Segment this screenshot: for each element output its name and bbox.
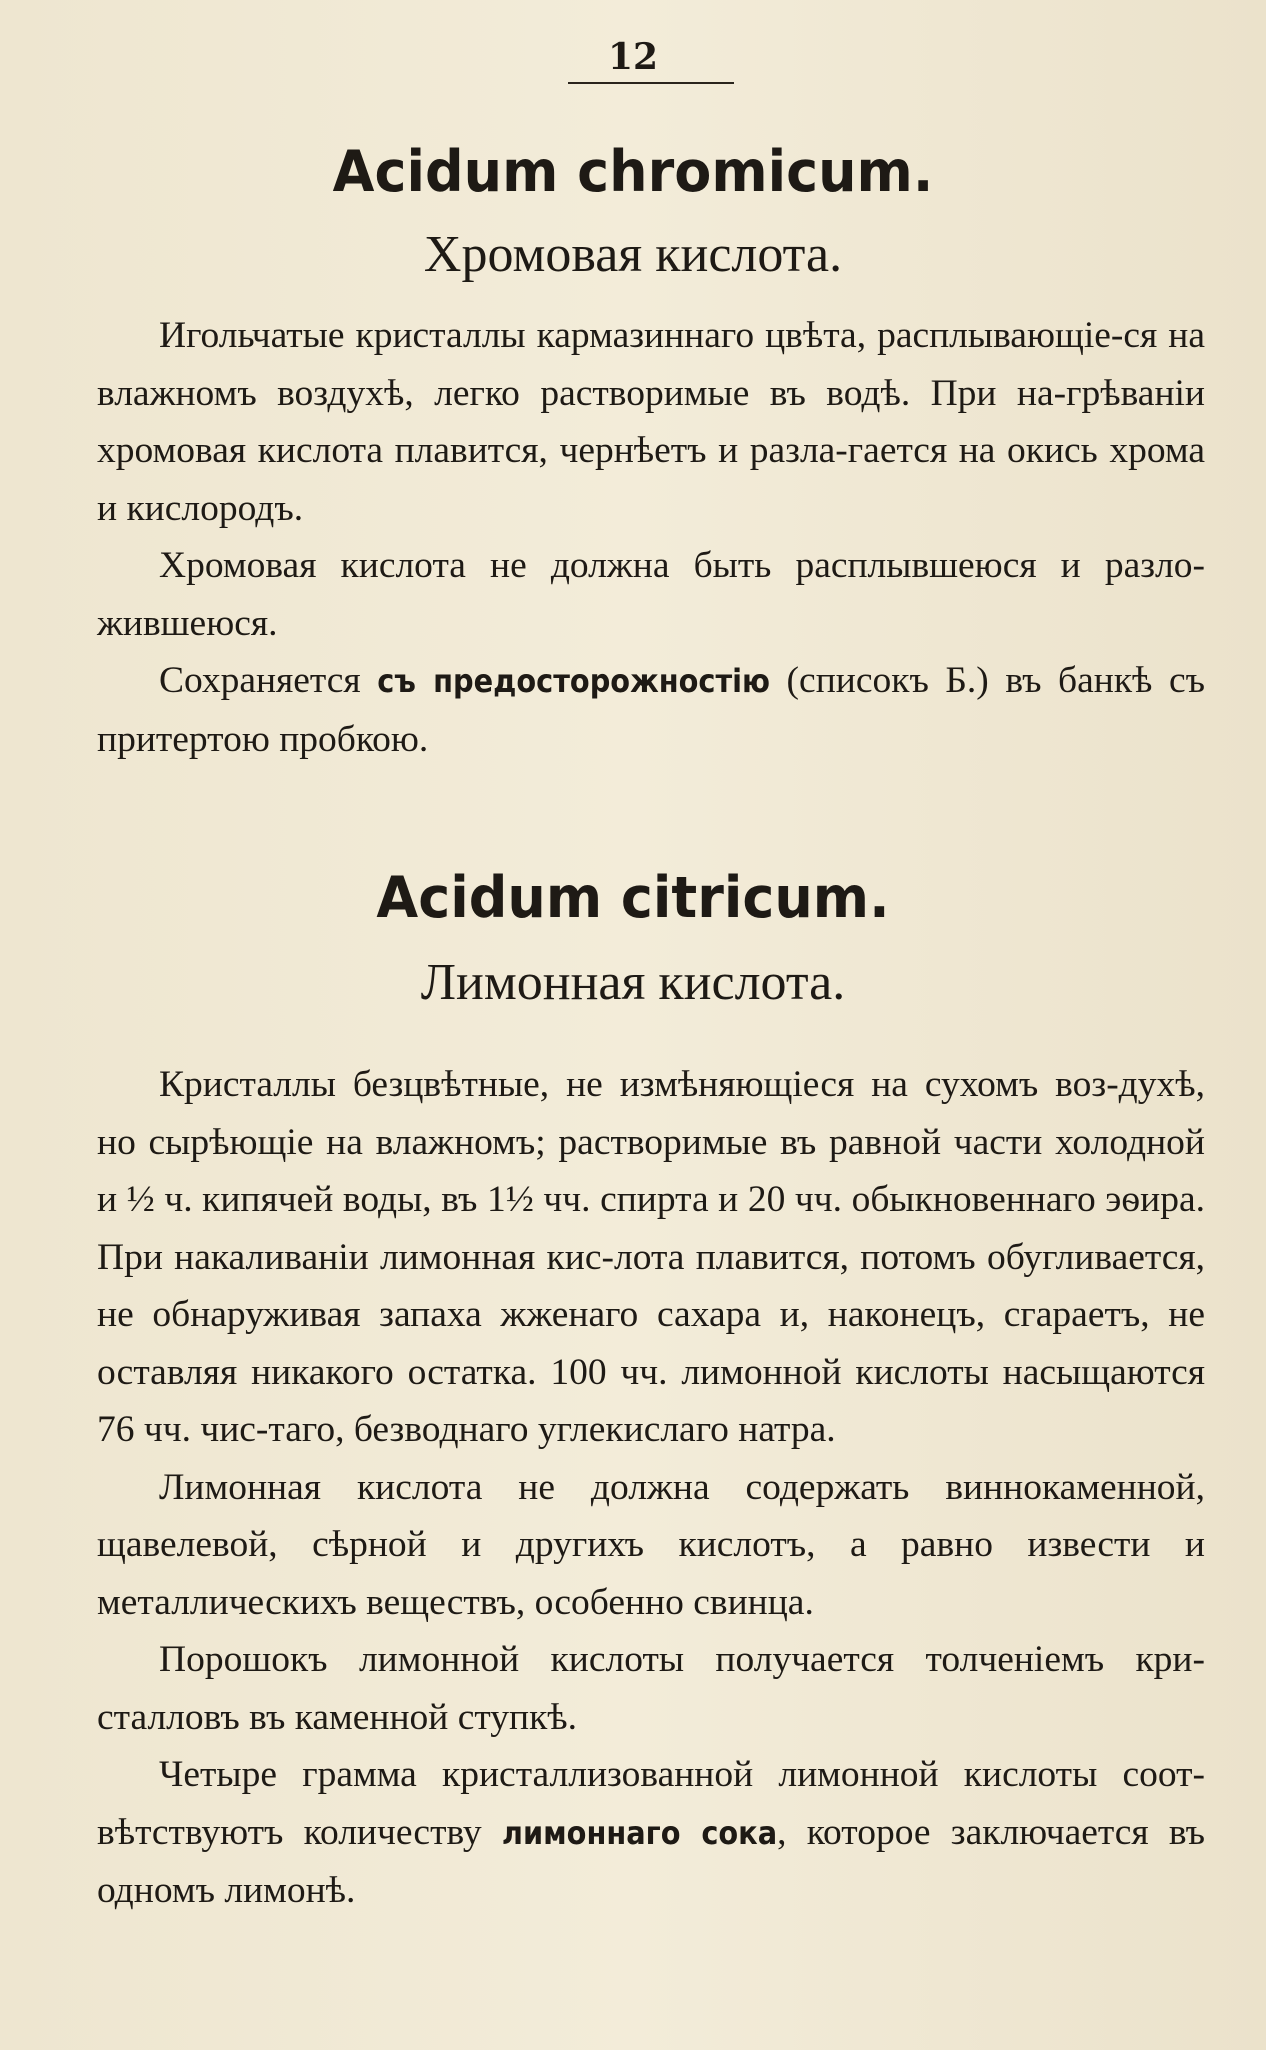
section-russian-title: Лимонная кислота. [420,954,846,1011]
storage-text: (списокъ Б.) въ банкѣ съ притертою пробкою. [97,660,1205,760]
final-text: Четыре грамма кристаллизованной лимонной кислоты соот-вѣтствуютъ количеству [97,1754,1205,1853]
paragraph: Порошокъ лимонной кислоты получается толченіемъ кри-сталловъ въ каменной ступкѣ. [97,1639,1205,1738]
storage-paragraph [97,652,1205,768]
section-latin-title: Acidum citricum. [376,864,890,931]
final-emphasis: лимоннаго сока [501,1813,778,1852]
paragraph: Кристаллы безцвѣтные, не измѣняющіеся на сухомъ воз-духѣ, но сырѣющіе на влажномъ; растворимые въ равной части холодной и ½ ч. кипячей воды, въ 1½ чч. спирта и 20 чч. обыкновеннаго эѳира. При накаливаніи лимонная кис-лота плавится, потомъ обугливается, не обнаруживая запаха жженаго сахара и, наконецъ, сгараетъ, не оставляя никакого остатка. 100 чч. лимонной кислоты насыщаются 76 чч. чис-таго, безводнаго углекислаго натра. [97,1064,1205,1450]
section-latin-title: Acidum chromicum. [332,138,934,205]
section-body [97,307,1205,768]
paragraph: Лимонная кислота не должна содержать виннокаменной, щавелевой, сѣрной и другихъ кислотъ, а равно извести и металлическихъ веществъ, особенно свинца. [97,1466,1205,1623]
paragraph: Хромовая кислота не должна быть расплывшеюся и разло-жившеюся. [97,545,1205,644]
storage-emphasis: съ предосторожностію [377,662,771,700]
storage-text: Сохраняется [159,660,378,701]
section-body [97,1056,1205,1920]
paragraph: Игольчатые кристаллы кармазиннаго цвѣта, расплывающіе-ся на влажномъ воздухѣ, легко растворимые въ водѣ. При на-грѣваніи хромовая кислота плавится, чернѣетъ и разла-гается на окись хрома и кислородъ. [97,315,1205,529]
header-rule [568,82,734,84]
page-number: 12 [607,36,659,78]
final-text: , которое заключается въ одномъ лимонѣ. [97,1811,1206,1911]
final-paragraph [97,1746,1205,1920]
section-russian-title: Хромовая кислота. [423,226,843,283]
